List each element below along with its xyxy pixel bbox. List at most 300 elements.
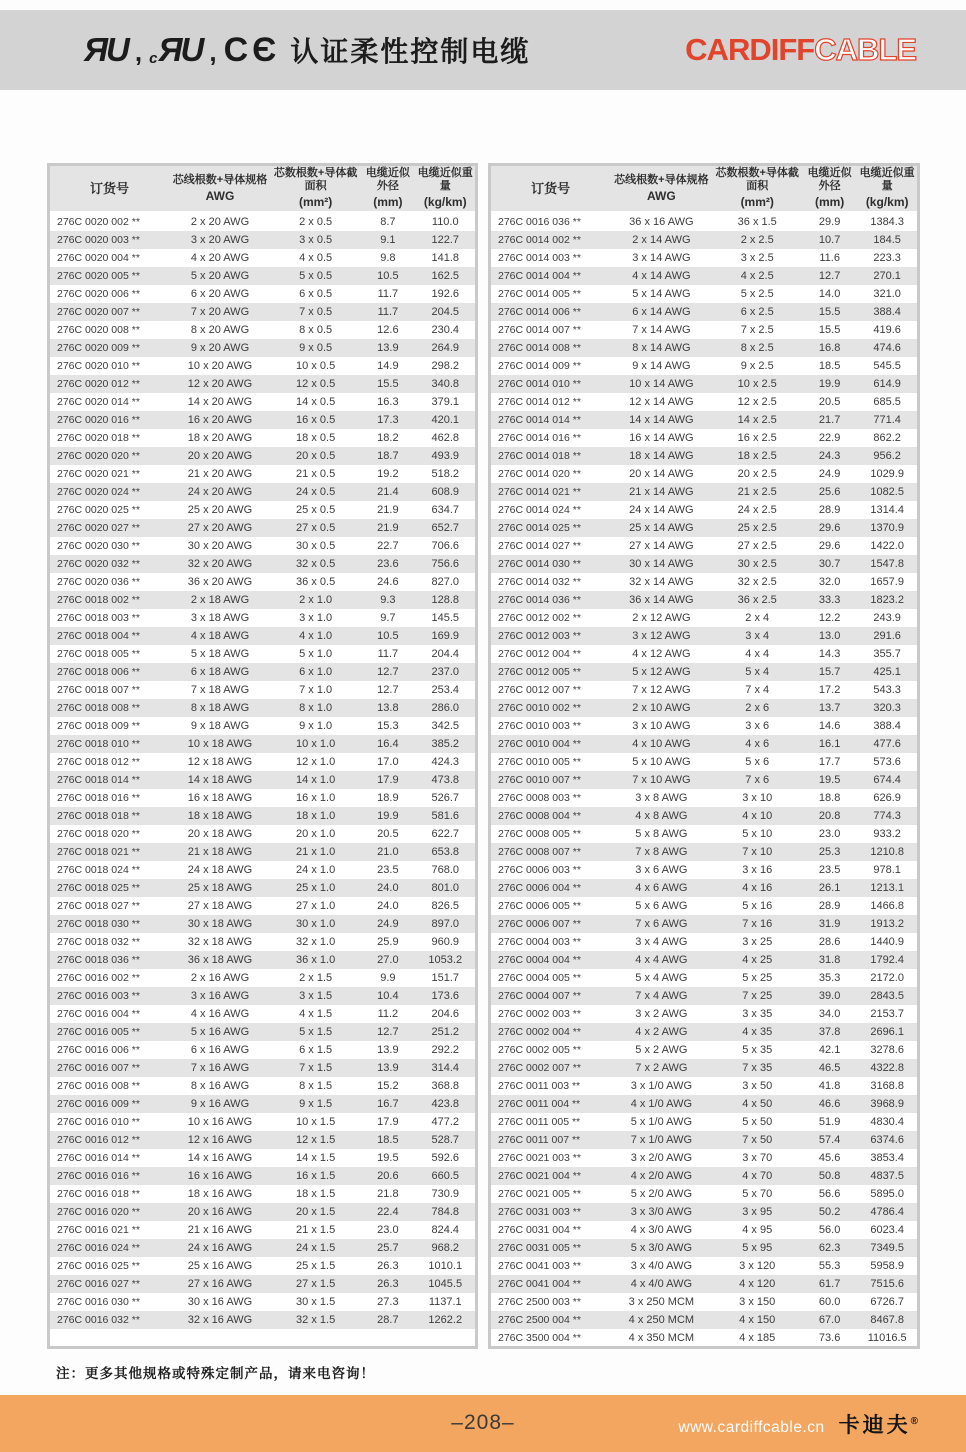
table-cell: 4 x 20 AWG <box>190 252 250 264</box>
table-row <box>50 1293 475 1311</box>
table-cell: 3 x 2/0 AWG <box>630 1152 693 1164</box>
table-cell: 39.0 <box>818 990 841 1002</box>
table-cell: 24 x 20 AWG <box>187 486 253 498</box>
table-cell: 276C 0016 016 ** <box>57 1170 140 1182</box>
table-row <box>50 501 475 519</box>
table-row <box>491 212 917 231</box>
table-cell: 32 x 0.5 <box>296 558 336 570</box>
table-cell: 276C 0031 005 ** <box>498 1242 581 1254</box>
cul-recognized-icon: cЯU <box>149 31 203 68</box>
table-cell: 12 x 20 AWG <box>187 378 253 390</box>
table-cell: 10 x 20 AWG <box>187 360 253 372</box>
table-cell: 28.9 <box>818 504 841 516</box>
table-cell: 342.5 <box>431 720 460 732</box>
table-cell: 122.7 <box>431 234 460 246</box>
table-row <box>50 231 475 249</box>
table-cell: 5 x 0.5 <box>299 270 333 282</box>
table-cell: 25 x 20 AWG <box>187 504 253 516</box>
table-cell: 15.5 <box>818 324 841 336</box>
table-cell: 24 x 2.5 <box>737 504 777 516</box>
table-cell: 2153.7 <box>870 1008 904 1020</box>
table-cell: 3278.6 <box>870 1044 904 1056</box>
table-cell: 30 x 20 AWG <box>187 540 253 552</box>
table-cell: 169.9 <box>431 630 460 642</box>
table-cell: 29.6 <box>818 522 841 534</box>
table-cell: 477.6 <box>873 738 901 750</box>
table-cell: 9.9 <box>380 972 396 984</box>
table-cell: 34.0 <box>818 1008 841 1020</box>
table-cell: 276C 0018 027 ** <box>57 900 140 912</box>
table-row <box>50 681 475 699</box>
table-cell: 7515.6 <box>870 1278 904 1290</box>
table-cell: 276C 0018 005 ** <box>57 648 140 660</box>
table-cell: 16.8 <box>818 342 841 354</box>
table-cell: 4 x 6 <box>745 738 770 750</box>
table-cell: 6374.6 <box>870 1134 904 1146</box>
table-row <box>491 1257 917 1275</box>
table-row <box>491 933 917 951</box>
table-cell: 25.6 <box>818 486 841 498</box>
table-cell: 16 x 20 AWG <box>187 414 253 426</box>
table-cell: 7 x 50 <box>742 1134 773 1146</box>
table-cell: 314.4 <box>431 1062 460 1074</box>
table-cell: 251.2 <box>431 1026 460 1038</box>
table-cell: 9.1 <box>380 234 396 246</box>
table-cell: 276C 0020 009 ** <box>57 342 140 354</box>
page-number: –208– <box>451 1411 515 1434</box>
table-cell: 1137.1 <box>428 1296 462 1308</box>
table-cell: 5 x 2.5 <box>740 288 774 300</box>
table-header <box>491 166 917 212</box>
table-cell: 8 x 1.5 <box>299 1080 333 1092</box>
table-row <box>50 609 475 627</box>
table-cell: 21.9 <box>377 522 399 534</box>
table-row <box>50 1239 475 1257</box>
table-cell: 292.2 <box>431 1044 460 1056</box>
table-cell: 27 x 1.0 <box>296 900 336 912</box>
table-cell: 276C 0002 007 ** <box>498 1062 581 1074</box>
table-cell: 9.3 <box>380 594 396 606</box>
table-row <box>491 897 917 915</box>
table-row <box>491 825 917 843</box>
table-cell: 29.6 <box>818 540 841 552</box>
table-row <box>491 1131 917 1149</box>
table-cell: 14 x 2.5 <box>737 414 777 426</box>
table-cell: 5 x 4 <box>745 666 770 678</box>
table-cell: 50.2 <box>818 1206 841 1218</box>
table-cell: 1010.1 <box>428 1260 463 1272</box>
table-row <box>491 807 917 825</box>
table-cell: 276C 0018 007 ** <box>57 684 140 696</box>
table-cell: 145.5 <box>431 612 460 624</box>
table-row <box>491 1221 917 1239</box>
table-cell: 41.8 <box>818 1080 841 1092</box>
table-cell: 3 x 4 <box>745 630 770 642</box>
table-cell: 32 x 20 AWG <box>187 558 253 570</box>
table-row <box>491 1203 917 1221</box>
table-cell: 110.0 <box>431 216 459 228</box>
table-cell: 5 x 8 AWG <box>635 828 688 840</box>
brand-cardiff: CARDIFF <box>685 32 815 67</box>
table-cell: 243.9 <box>873 612 901 624</box>
table-cell: 5 x 12 AWG <box>632 666 691 678</box>
table-cell: 276C 0010 004 ** <box>498 738 581 750</box>
table-cell: 4 x 10 AWG <box>632 738 691 750</box>
table-cell: 19.9 <box>818 378 841 390</box>
table-row <box>491 411 917 429</box>
table-cell: 20 x 1.0 <box>296 828 336 840</box>
table-cell: 8467.8 <box>870 1314 904 1326</box>
table-cell: 10 x 16 AWG <box>187 1116 253 1128</box>
table-cell: 4 x 350 MCM <box>628 1332 695 1344</box>
table-cell: 23.5 <box>377 864 399 876</box>
table-cell: 526.7 <box>431 792 460 804</box>
table-cell: 276C 0002 004 ** <box>498 1026 581 1038</box>
table-cell: 7 x 1/0 AWG <box>630 1134 693 1146</box>
table-cell: 730.9 <box>431 1188 460 1200</box>
table-cell: 9 x 1.5 <box>299 1098 333 1110</box>
table-cell: 4 x 16 AWG <box>190 1008 250 1020</box>
tables-container <box>47 163 920 1349</box>
table-cell: 25 x 2.5 <box>737 522 777 534</box>
table-cell: 17.9 <box>377 1116 399 1128</box>
table-cell: 7 x 1.0 <box>299 684 333 696</box>
table-cell: 36 x 1.5 <box>737 216 777 228</box>
table-cell: 276C 0016 004 ** <box>57 1008 140 1020</box>
table-row <box>50 465 475 483</box>
table-cell: 10.5 <box>377 270 399 282</box>
table-cell: 15.5 <box>377 378 399 390</box>
table-row <box>50 1257 475 1275</box>
table-cell: 276C 0016 008 ** <box>57 1080 140 1092</box>
table-row <box>50 1113 475 1131</box>
table-row <box>50 411 475 429</box>
ul-recognized-icon: ЯU <box>84 31 128 68</box>
table-cell: 18.8 <box>818 792 841 804</box>
table-cell: 276C 0014 007 ** <box>498 324 581 336</box>
table-cell: 276C 0020 016 ** <box>57 414 140 426</box>
table-cell: 276C 0020 021 ** <box>57 468 140 480</box>
table-cell: 24.3 <box>818 450 841 462</box>
table-cell: 8 x 2.5 <box>740 342 774 354</box>
table-row <box>491 843 917 861</box>
table-row <box>50 393 475 411</box>
table-cell: 20 x 16 AWG <box>187 1206 253 1218</box>
table-cell: 5 x 10 <box>742 828 773 840</box>
table-row <box>491 1149 917 1167</box>
table-cell: 276C 0020 003 ** <box>57 234 140 246</box>
table-row <box>491 1005 917 1023</box>
table-row <box>50 1149 475 1167</box>
table-cell: 276C 0018 003 ** <box>57 612 140 624</box>
table-row <box>50 375 475 393</box>
table-cell: 4786.4 <box>870 1206 904 1218</box>
table-cell: 14 x 14 AWG <box>629 414 694 426</box>
table-cell: 298.2 <box>431 360 460 372</box>
table-cell: 23.6 <box>377 558 399 570</box>
table-cell: 14 x 1.0 <box>296 774 336 786</box>
table-cell: 276C 0004 003 ** <box>498 936 581 948</box>
table-cell: 36 x 20 AWG <box>187 576 253 588</box>
table-cell: 27 x 20 AWG <box>187 522 253 534</box>
table-cell: 253.4 <box>431 684 460 696</box>
separator-comma: , <box>134 37 143 67</box>
table-cell: 20 x 18 AWG <box>187 828 253 840</box>
table-cell: 5 x 2 AWG <box>635 1044 688 1056</box>
table-cell: 2 x 16 AWG <box>190 972 250 984</box>
table-row <box>491 393 917 411</box>
table-cell: 276C 0006 003 ** <box>498 864 581 876</box>
table-cell: 56.6 <box>818 1188 841 1200</box>
table-cell: 7 x 8 AWG <box>635 846 688 858</box>
table-cell: 3 x 70 <box>742 1152 773 1164</box>
table-cell: 23.5 <box>818 864 841 876</box>
table-cell: 518.2 <box>431 468 460 480</box>
table-cell: 32.0 <box>818 576 841 588</box>
table-cell: 10.7 <box>818 234 841 246</box>
table-cell: 276C 0014 010 ** <box>498 378 581 390</box>
table-cell: 1440.9 <box>870 936 904 948</box>
table-row <box>491 231 917 249</box>
table-row <box>491 591 917 609</box>
table-cell: 5 x 14 AWG <box>632 288 691 300</box>
table-cell: 652.7 <box>431 522 460 534</box>
table-cell: 276C 0016 021 ** <box>57 1224 140 1236</box>
table-cell: 801.0 <box>431 882 460 894</box>
table-cell: 276C 0014 025 ** <box>498 522 581 534</box>
table-row <box>491 879 917 897</box>
table-row <box>491 339 917 357</box>
table-cell: 291.6 <box>873 630 901 642</box>
page-title: 认证柔性控制电缆 <box>290 36 531 67</box>
table-row <box>50 555 475 573</box>
table-cell: 7 x 18 AWG <box>190 684 250 696</box>
table-cell: 7 x 25 <box>742 990 773 1002</box>
table-cell: 1792.4 <box>870 954 904 966</box>
table-cell: 8 x 0.5 <box>299 324 333 336</box>
table-cell: 13.7 <box>818 702 841 714</box>
table-cell: 3 x 2.5 <box>740 252 774 264</box>
table-cell: 18 x 1.5 <box>296 1188 336 1200</box>
table-cell: 3 x 2 AWG <box>635 1008 688 1020</box>
table-cell: 24 x 18 AWG <box>187 864 253 876</box>
table-cell: 32 x 14 AWG <box>629 576 694 588</box>
table-cell: 321.0 <box>873 288 901 300</box>
table-cell: 10.5 <box>377 630 399 642</box>
table-cell: 7 x 16 <box>742 918 773 930</box>
table-cell: 276C 0041 004 ** <box>498 1278 581 1290</box>
table-cell: 276C 0014 024 ** <box>498 504 581 516</box>
table-cell: 5 x 1/0 AWG <box>630 1116 693 1128</box>
table-cell: 4 x 4/0 AWG <box>630 1278 693 1290</box>
table-cell: 27.3 <box>377 1296 399 1308</box>
table-cell: 4 x 1/0 AWG <box>630 1098 693 1110</box>
table-cell: 19.5 <box>377 1152 399 1164</box>
table-cell: 36 x 18 AWG <box>187 954 253 966</box>
table-cell: 62.3 <box>818 1242 841 1254</box>
table-cell: 30 x 2.5 <box>737 558 777 570</box>
table-cell: 424.3 <box>431 756 460 768</box>
table-cell: 16.1 <box>818 738 841 750</box>
table-cell: 27 x 16 AWG <box>187 1278 253 1290</box>
table-cell: 276C 0010 005 ** <box>498 756 581 768</box>
table-cell: 15.2 <box>377 1080 399 1092</box>
table-cell: 581.6 <box>431 810 460 822</box>
table-row <box>491 681 917 699</box>
table-cell: 18 x 16 AWG <box>187 1188 253 1200</box>
table-cell: 1262.2 <box>428 1314 463 1326</box>
table-cell: 3 x 120 <box>739 1260 776 1272</box>
table-cell: 978.1 <box>873 864 901 876</box>
table-cell: 4 x 0.5 <box>299 252 333 264</box>
table-cell: 151.7 <box>431 972 460 984</box>
table-cell: 16 x 1.5 <box>296 1170 336 1182</box>
table-cell: 22.9 <box>818 432 841 444</box>
table-cell: 276C 0011 005 ** <box>498 1116 581 1128</box>
table-row <box>50 1059 475 1077</box>
table-row <box>50 1203 475 1221</box>
table-cell: 276C 0020 012 ** <box>57 378 140 390</box>
table-cell: 32 x 16 AWG <box>187 1314 253 1326</box>
table-cell: 276C 0018 006 ** <box>57 666 140 678</box>
table-cell: 14.9 <box>377 360 399 372</box>
table-cell: 3 x 12 AWG <box>632 630 691 642</box>
table-cell: 7 x 10 <box>742 846 773 858</box>
table-row <box>491 1311 917 1329</box>
table-cell: 276C 0020 025 ** <box>57 504 140 516</box>
table-cell: 9 x 20 AWG <box>190 342 250 354</box>
table-cell: 4 x 95 <box>742 1224 773 1236</box>
table-cell: 3853.4 <box>870 1152 904 1164</box>
table-cell: 276C 0012 007 ** <box>498 684 581 696</box>
table-cell: 2 x 4 <box>745 612 770 624</box>
table-cell: 3 x 4/0 AWG <box>630 1260 693 1272</box>
table-cell: 6 x 14 AWG <box>632 306 691 318</box>
table-cell: 4 x 2 AWG <box>635 1026 688 1038</box>
table-row <box>50 1275 475 1293</box>
table-cell: 25.7 <box>377 1242 399 1254</box>
table-cell: 276C 0016 014 ** <box>57 1152 140 1164</box>
table-cell: 276C 0018 018 ** <box>57 810 140 822</box>
table-cell: 4830.4 <box>870 1116 904 1128</box>
table-cell: 276C 0016 030 ** <box>57 1296 140 1308</box>
table-row <box>491 303 917 321</box>
table-cell: 6 x 2.5 <box>740 306 774 318</box>
table-cell: 32 x 1.0 <box>296 936 336 948</box>
table-cell: 24.0 <box>377 900 399 912</box>
table-cell: 276C 0014 012 ** <box>498 396 581 408</box>
table-cell: 827.0 <box>431 576 460 588</box>
table-cell: 7 x 6 <box>745 774 770 786</box>
table-cell: 2 x 0.5 <box>299 216 333 228</box>
table-row <box>491 537 917 555</box>
table-cell: 276C 0016 010 ** <box>57 1116 140 1128</box>
table-cell: 276C 0006 007 ** <box>498 918 581 930</box>
table-cell: 1029.9 <box>870 468 904 480</box>
table-cell: 5 x 1.5 <box>299 1026 333 1038</box>
table-cell: 897.0 <box>431 918 460 930</box>
table-cell: 276C 0014 016 ** <box>498 432 581 444</box>
table-cell: 276C 0016 024 ** <box>57 1242 140 1254</box>
column-header-order-no: 订货号 <box>50 166 169 212</box>
table-cell: 237.0 <box>431 666 460 678</box>
table-row <box>50 249 475 267</box>
header-band <box>0 10 966 90</box>
table-row <box>491 771 917 789</box>
table-cell: 276C 0002 005 ** <box>498 1044 581 1056</box>
table-cell: 36 x 14 AWG <box>629 594 694 606</box>
column-header-weight: 电缆近似重量 (kg/km) <box>857 166 917 212</box>
table-row <box>50 699 475 717</box>
table-cell: 25.9 <box>377 936 399 948</box>
table-cell: 276C 0021 005 ** <box>498 1188 581 1200</box>
table-cell: 774.3 <box>873 810 901 822</box>
table-cell: 276C 0018 030 ** <box>57 918 140 930</box>
table-cell: 14 x 20 AWG <box>187 396 253 408</box>
table-cell: 276C 0010 007 ** <box>498 774 581 786</box>
table-row <box>491 483 917 501</box>
table-cell: 25 x 1.0 <box>296 882 336 894</box>
table-cell: 660.5 <box>431 1170 460 1182</box>
table-cell: 276C 0021 003 ** <box>498 1152 581 1164</box>
table-cell: 12 x 14 AWG <box>629 396 694 408</box>
table-cell: 2 x 10 AWG <box>632 702 691 714</box>
table-cell: 4 x 185 <box>739 1332 776 1344</box>
table-row <box>491 915 917 933</box>
table-row <box>491 1113 917 1131</box>
table-cell: 423.8 <box>431 1098 460 1110</box>
table-cell: 5 x 16 <box>742 900 773 912</box>
table-row <box>491 1239 917 1257</box>
table-cell: 3 x 10 AWG <box>632 720 691 732</box>
table-cell: 276C 0012 003 ** <box>498 630 581 642</box>
table-row <box>491 1329 917 1347</box>
table-cell: 276C 0018 016 ** <box>57 792 140 804</box>
table-cell: 10 x 1.5 <box>296 1116 336 1128</box>
table-cell: 4 x 6 AWG <box>635 882 688 894</box>
table-cell: 12 x 2.5 <box>737 396 777 408</box>
table-cell: 35.3 <box>818 972 841 984</box>
table-cell: 4 x 70 <box>742 1170 773 1182</box>
table-row <box>50 627 475 645</box>
table-cell: 230.4 <box>431 324 460 336</box>
table-cell: 20 x 1.5 <box>296 1206 336 1218</box>
table-body-left <box>50 212 475 1329</box>
table-cell: 24 x 16 AWG <box>187 1242 253 1254</box>
table-row <box>50 1167 475 1185</box>
table-cell: 419.6 <box>873 324 901 336</box>
brand-cable: CABLE <box>814 32 916 67</box>
table-cell: 8 x 20 AWG <box>190 324 250 336</box>
table-row <box>50 339 475 357</box>
table-row <box>50 573 475 591</box>
table-cell: 2 x 1.5 <box>299 972 333 984</box>
table-cell: 420.1 <box>431 414 460 426</box>
table-cell: 19.2 <box>377 468 399 480</box>
table-cell: 204.4 <box>431 648 460 660</box>
table-cell: 545.5 <box>873 360 901 372</box>
table-cell: 9 x 2.5 <box>740 360 774 372</box>
table-cell: 276C 0008 005 ** <box>498 828 581 840</box>
table-cell: 276C 0014 009 ** <box>498 360 581 372</box>
table-cell: 4322.8 <box>870 1062 904 1074</box>
table-cell: 18 x 18 AWG <box>187 810 253 822</box>
table-cell: 276C 0020 005 ** <box>57 270 140 282</box>
table-cell: 1370.9 <box>870 522 904 534</box>
table-cell: 10 x 18 AWG <box>187 738 253 750</box>
table-cell: 13.9 <box>377 342 399 354</box>
table-cell: 7 x 0.5 <box>299 306 333 318</box>
